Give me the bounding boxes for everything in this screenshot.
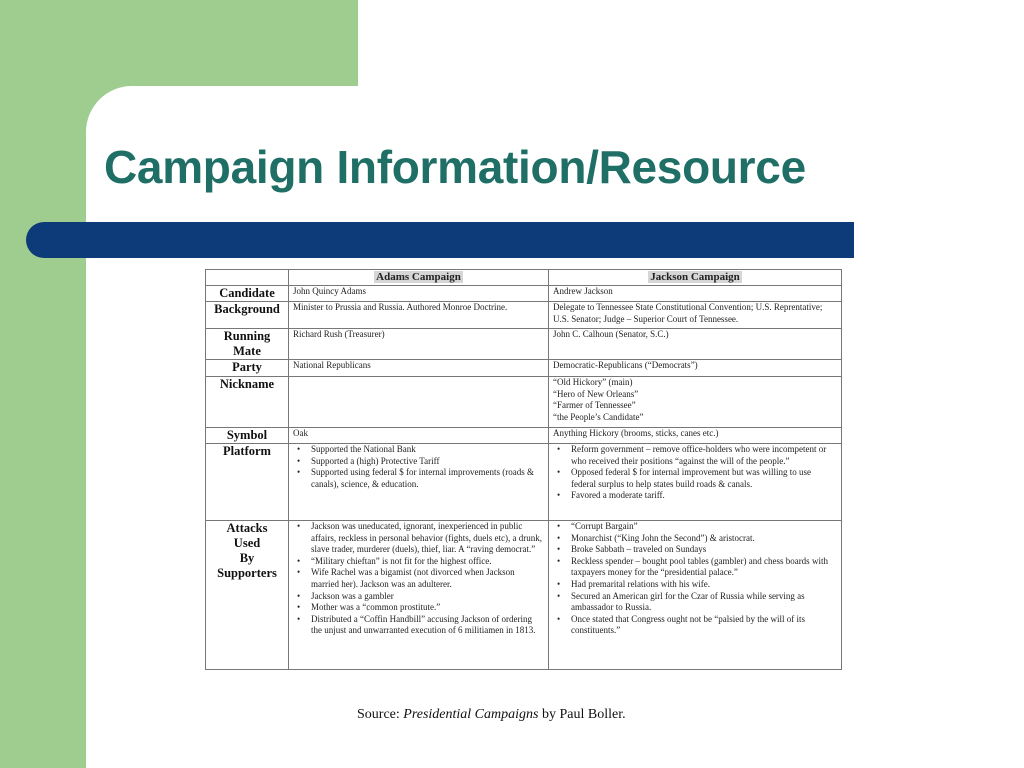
jackson-background: Delegate to Tennessee State Constitutional Convention; U.S. Reprentative; U.S. Senator; Judge – Superior Court of Tennessee. (549, 302, 842, 329)
list-item: • Had premarital relations with his wife. (571, 579, 837, 591)
jackson-attacks (549, 521, 842, 670)
table-row-nickname (206, 377, 842, 428)
list-item: • Reckless spender – bought pool tables (gambler) and chess boards with taxpayers money for the “presidential palace.” (571, 556, 837, 579)
list-item: • Once stated that Congress ought not be “palsied by the will of its constituents.” (571, 614, 837, 637)
table-row-candidate (206, 286, 842, 302)
list-item: • Mother was a “common prostitute.” (311, 602, 544, 614)
jackson-running-mate: John C. Calhoun (Senator, S.C.) (549, 329, 842, 360)
row-label-platform: Platform (206, 444, 289, 521)
list-item: • Distributed a “Coffin Handbill” accusing Jackson of ordering the unjust and unwarranted execution of 6 militiamen in 1813. (311, 614, 544, 637)
adams-running-mate: Richard Rush (Treasurer) (289, 329, 549, 360)
title-underline-bar (26, 222, 854, 258)
row-label-party: Party (206, 360, 289, 377)
list-item: • Monarchist (“King John the Second”) & aristocrat. (571, 533, 837, 545)
row-label-attacks: Attacks Used By Supporters (206, 521, 289, 670)
table-row-background (206, 302, 842, 329)
adams-platform (289, 444, 549, 521)
list-item: • Favored a moderate tariff. (571, 490, 837, 502)
table-row-party (206, 360, 842, 377)
row-label-candidate: Candidate (206, 286, 289, 302)
table-row-symbol (206, 428, 842, 444)
list-item: • Supported the National Bank (311, 444, 544, 456)
adams-background: Minister to Prussia and Russia. Authored Monroe Doctrine. (289, 302, 549, 329)
list-item: • Opposed federal $ for internal improvement but was willing to use federal surplus to help states build roads & canals. (571, 467, 837, 490)
row-label-running-mate: Running Mate (206, 329, 289, 360)
jackson-symbol: Anything Hickory (brooms, sticks, canes etc.) (549, 428, 842, 444)
jackson-platform (549, 444, 842, 521)
slide-title: Campaign Information/Resource (104, 141, 806, 193)
jackson-header: Jackson Campaign (549, 270, 842, 286)
adams-platform-list (293, 444, 544, 490)
list-item: • Broke Sabbath – traveled on Sundays (571, 544, 837, 556)
jackson-candidate: Andrew Jackson (549, 286, 842, 302)
row-label-nickname: Nickname (206, 377, 289, 428)
source-suffix: by Paul Boller. (541, 707, 626, 722)
row-label-symbol: Symbol (206, 428, 289, 444)
table-row-running-mate (206, 329, 842, 360)
adams-nickname (289, 377, 549, 428)
list-item: • Supported using federal $ for internal improvements (roads & canals), science, & education. (311, 467, 544, 490)
adams-party: National Republicans (289, 360, 549, 377)
list-item: • Jackson was a gambler (311, 591, 544, 603)
table-row-attacks (206, 521, 842, 670)
campaign-table (205, 269, 841, 670)
jackson-party: Democratic-Republicans (“Democrats”) (549, 360, 842, 377)
source-citation (357, 707, 626, 723)
list-item: • “Military chieftan” is not fit for the highest office. (311, 556, 544, 568)
adams-attacks (289, 521, 549, 670)
jackson-platform-list (553, 444, 837, 502)
list-item: • “Corrupt Bargain” (571, 521, 837, 533)
table-header-row (206, 270, 842, 286)
jackson-attacks-list (553, 521, 837, 637)
corner-cell (206, 270, 289, 286)
list-item: • Reform government – remove office-holders who were incompetent or who received their positions “against the will of the people.” (571, 444, 837, 467)
jackson-nickname: “Old Hickory” (main) “Hero of New Orleans” “Farmer of Tennessee” “the People’s Candidate” (549, 377, 842, 428)
source-book-title: Presidential Campaigns (403, 707, 539, 722)
adams-attacks-list (293, 521, 544, 637)
list-item: • Secured an American girl for the Czar of Russia while serving as ambassador to Russia. (571, 591, 837, 614)
list-item: • Wife Rachel was a bigamist (not divorced when Jackson married her). Jackson was an adulterer. (311, 567, 544, 590)
source-prefix: Source: (357, 707, 400, 722)
list-item: • Supported a (high) Protective Tariff (311, 456, 544, 468)
adams-symbol: Oak (289, 428, 549, 444)
list-item: • Jackson was uneducated, ignorant, inexperienced in public affairs, reckless in personal behavior (fights, duels etc), a drunk, slave trader, murderer (duels), thief, liar. A “raving democrat.” (311, 521, 544, 556)
adams-header: Adams Campaign (289, 270, 549, 286)
adams-candidate: John Quincy Adams (289, 286, 549, 302)
row-label-background: Background (206, 302, 289, 329)
green-left-strip (0, 0, 86, 768)
table-row-platform (206, 444, 842, 521)
